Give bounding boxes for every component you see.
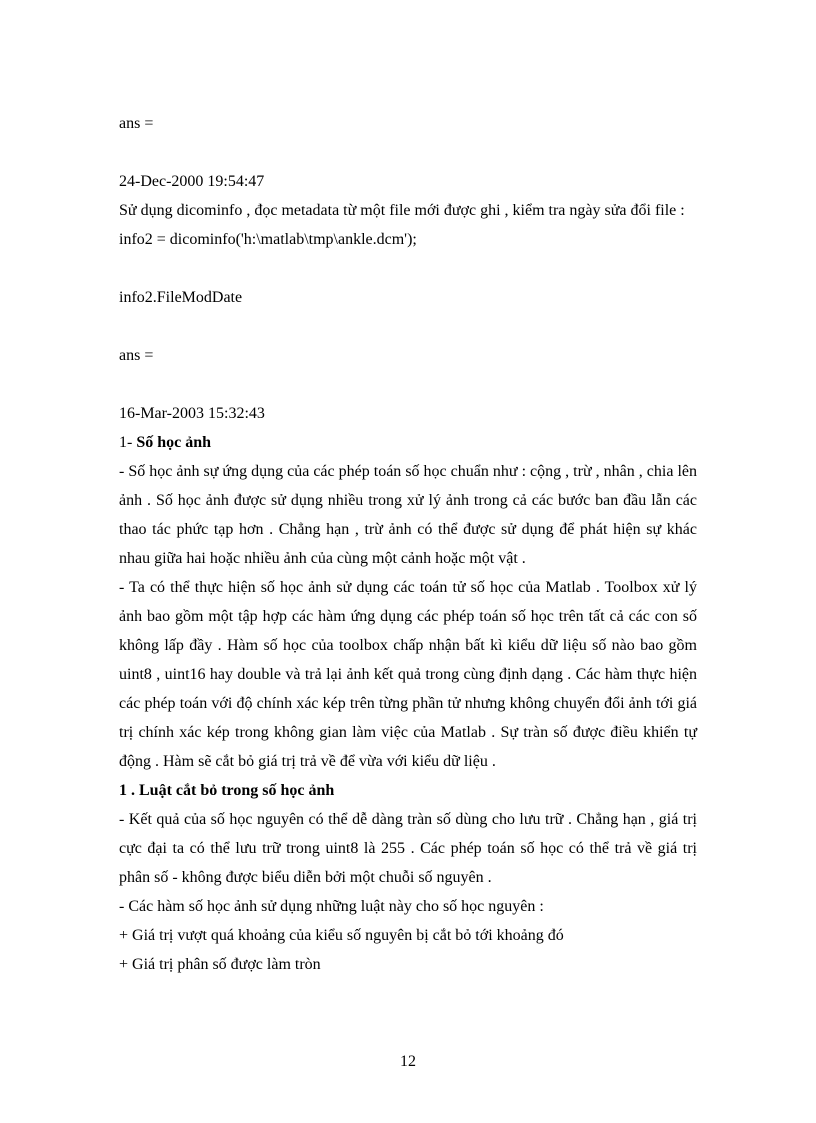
intro-paragraph: Sử dụng dicominfo , đọc metadata từ một file mới được ghi , kiểm tra ngày sửa đổi file : — [119, 202, 685, 219]
spacer — [119, 254, 697, 283]
paragraph: - Kết quả của số học nguyên có thể dễ dàng tràn số dùng cho lưu trữ . Chẳng hạn , giá trị cực đại ta có thể lưu trữ trong uint8 là 255 . Các phép toán số học có thể trả về giá trị phân số - không được biểu diễn bởi một chuỗi số nguyên . — [119, 811, 697, 886]
spacer — [119, 370, 697, 399]
paragraph: - Các hàm số học ảnh sử dụng những luật này cho số học nguyên : — [119, 898, 544, 915]
subsection-heading: 1 . Luật cắt bỏ trong số học ảnh — [119, 782, 335, 799]
output-date: 24-Dec-2000 19:54:47 — [119, 173, 265, 190]
section-heading — [119, 428, 697, 457]
code-line: info2.FileModDate — [119, 289, 243, 306]
spacer — [119, 138, 697, 167]
bullet-item: + Giá trị vượt quá khoảng của kiểu số nguyên bị cắt bỏ tới khoảng đó — [119, 927, 564, 944]
paragraph: - Số học ảnh sự ứng dụng của các phép toán số học chuẩn như : cộng , trừ , nhân , chia lên ảnh . Số học ảnh được sử dụng nhiều trong xử lý ảnh trong cả các bước ban đầu lẫn các thao tác phức tạp hơn . Chẳng hạn , trừ ảnh có thể được sử dụng để phát hiện sự khác nhau giữa hai hoặc nhiều ảnh của cùng một cảnh hoặc một vật . — [119, 463, 697, 567]
page-number: 12 — [400, 1053, 416, 1070]
section-title: Số học ảnh — [136, 434, 212, 451]
document-body — [119, 109, 697, 979]
paragraph: - Ta có thể thực hiện số học ảnh sử dụng các toán tử số học của Matlab . Toolbox xử lý ảnh bao gồm một tập hợp các hàm ứng dụng các phép toán số học trên tất cả các con số không lấp đầy . Hàm số học của toolbox chấp nhận bất kì kiểu dữ liệu số nào bao gồm uint8 , uint16 hay double và trả lại ảnh kết quả trong cùng định dạng . Các hàm thực hiện các phép toán với độ chính xác kép trên từng phần tử nhưng không chuyển đổi ảnh tới giá trị chính xác kép trong không gian làm việc của Matlab . Sự tràn số được điều khiển tự động . Hàm sẽ cắt bỏ giá trị trả về để vừa với kiểu dữ liệu . — [119, 579, 697, 770]
output-label: ans = — [119, 347, 154, 364]
section-number: 1- — [119, 434, 137, 451]
output-date: 16-Mar-2003 15:32:43 — [119, 405, 265, 422]
output-label: ans = — [119, 115, 154, 132]
bullet-item: + Giá trị phân số được làm tròn — [119, 956, 321, 973]
spacer — [119, 312, 697, 341]
code-line: info2 = dicominfo('h:\matlab\tmp\ankle.dcm'); — [119, 231, 417, 248]
